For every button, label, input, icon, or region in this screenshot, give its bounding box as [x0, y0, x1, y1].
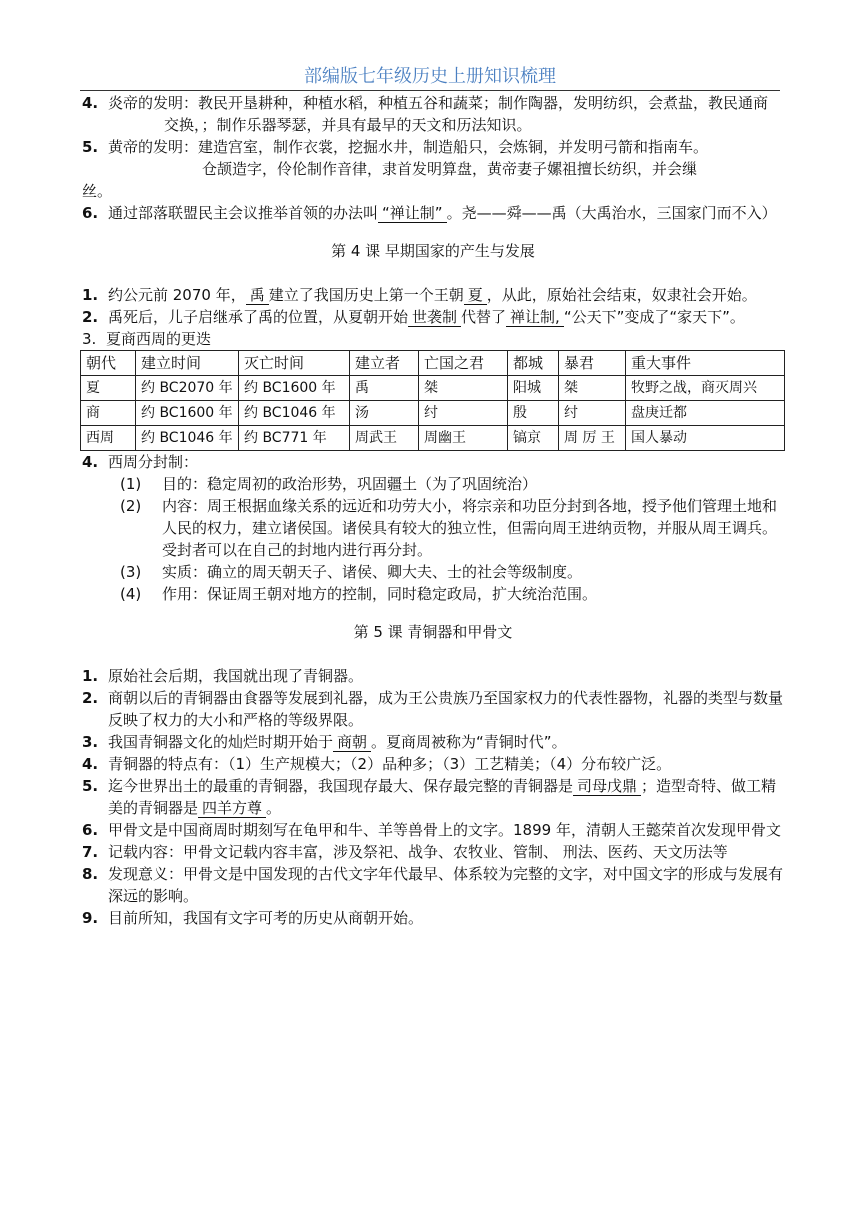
table-cell: 约 BC1600 年	[239, 376, 350, 401]
sub-item: (2) 内容：周王根据血缘关系的远近和功劳大小，将宗亲和功臣分封到各地，授予他们管理土地和人民的权力，建立诸侯国。诸侯具有较大的独立性，但需向周王进纳贡物，并服从周王调兵。受封者可以在自己的封地内进行再分封。	[120, 497, 778, 559]
table-cell: 周武王	[350, 426, 419, 451]
table-row	[81, 426, 785, 451]
table-cell: 牧野之战，商灭周兴	[626, 376, 785, 401]
list-item: 3. 夏商西周的更迭	[82, 330, 212, 348]
list-item-yandi: 4. 炎帝的发明：教民开垦耕种，种植水稻，种植五谷和蔬菜；制作陶器，发明纺织，会煮盐，教民通商交换，；制作乐器琴瑟，并具有最早的天文和历法知识。	[82, 94, 769, 134]
table-cell: 西周	[81, 426, 136, 451]
table-row	[81, 401, 785, 426]
table-cell: 禹	[350, 376, 419, 401]
list-item: 1. 约公元前 2070 年， 禹 建立了我国历史上第一个王朝 夏 ，从此，原始社会结束，奴隶社会开始。	[82, 286, 757, 304]
sub-item: (1) 目的：稳定周初的政治形势，巩固疆土（为了巩固统治）	[120, 475, 538, 493]
list-item-shanrang: 6. 通过部落联盟民主会议推举首领的办法叫 “禅让制” 。尧——舜——禹（大禹治水，三国家门而不入）	[82, 204, 777, 222]
list-item: 9. 目前所知，我国有文字可考的历史从商朝开始。	[82, 909, 424, 927]
document-body	[82, 92, 784, 929]
page-header	[80, 62, 780, 91]
table-cell: 汤	[350, 401, 419, 426]
table-header-cell: 建立时间	[136, 351, 239, 376]
document-title: 部编版七年级历史上册知识梳理	[304, 66, 556, 87]
list-item-huangdi: 5. 黄帝的发明：建造宫室，制作衣裳，挖掘水井，制造船只，会炼铜，并发明弓箭和指南车。 仓颉造字，伶伦制作音律，隶首发明算盘，黄帝妻子嫘祖擅长纺织，并会缫	[82, 138, 709, 178]
list-item-huangdi-cont: 丝。	[82, 182, 113, 200]
table-cell: 纣	[559, 401, 626, 426]
table-cell: 夏	[81, 376, 136, 401]
table-cell: 桀	[559, 376, 626, 401]
table-header-cell: 建立者	[350, 351, 419, 376]
list-item: 5. 迄今世界出土的最重的青铜器，我国现存最大、保存最完整的青铜器是 司母戊鼎 ；造型奇特、做工精美的青铜器是 四羊方尊 。	[82, 777, 777, 817]
list-item: 8. 发现意义：甲骨文是中国发现的古代文字年代最早、体系较为完整的文字，对中国文字的形成与发展有深远的影响。	[82, 865, 784, 905]
table-cell: 约 BC2070 年	[136, 376, 239, 401]
list-item-fengjian: 4. 西周分封制：	[82, 453, 199, 471]
lesson5-title: 第 5 课 青铜器和甲骨文	[353, 623, 513, 641]
table-header-cell: 暴君	[559, 351, 626, 376]
list-item: 2. 禹死后，儿子启继承了禹的位置，从夏朝开始 世袭制 代替了 禅让制, “公天下”变成了“家天下”。	[82, 308, 745, 326]
table-header-cell: 重大事件	[626, 351, 785, 376]
lesson4-title: 第 4 课 早期国家的产生与发展	[331, 242, 535, 260]
list-item: 2. 商朝以后的青铜器由食器等发展到礼器，成为王公贵族乃至国家权力的代表性器物，礼器的类型与数量反映了权力的大小和严格的等级界限。	[82, 689, 784, 729]
table-cell: 阳城	[508, 376, 559, 401]
table-header-row	[81, 351, 785, 376]
list-item: 6. 甲骨文是中国商周时期刻写在龟甲和牛、羊等兽骨上的文字。1899 年，清朝人王懿荣首次发现甲骨文	[82, 821, 781, 839]
table-cell: 纣	[419, 401, 508, 426]
table-cell: 周幽王	[419, 426, 508, 451]
sub-item: (4) 作用：保证周王朝对地方的控制，同时稳定政局，扩大统治范围。	[120, 585, 598, 603]
table-header-cell: 灭亡时间	[239, 351, 350, 376]
table-header-cell: 朝代	[81, 351, 136, 376]
table-header-cell: 亡国之君	[419, 351, 508, 376]
sub-item: (3) 实质：确立的周天朝天子、诸侯、卿大夫、士的社会等级制度。	[120, 563, 583, 581]
table-header-cell: 都城	[508, 351, 559, 376]
table-cell: 约 BC1046 年	[136, 426, 239, 451]
table-cell: 商	[81, 401, 136, 426]
table-cell: 约 BC771 年	[239, 426, 350, 451]
table-cell: 国人暴动	[626, 426, 785, 451]
table-cell: 盘庚迁都	[626, 401, 785, 426]
table-cell: 桀	[419, 376, 508, 401]
list-item: 7. 记载内容：甲骨文记载内容丰富，涉及祭祀、战争、农牧业、管制、 刑法、医药、天文历法等	[82, 843, 728, 861]
list-item: 3. 我国青铜器文化的灿烂时期开始于 商朝 。夏商周被称为“青铜时代”。	[82, 733, 567, 751]
table-cell: 约 BC1600 年	[136, 401, 239, 426]
table-row	[81, 376, 785, 401]
list-item: 1. 原始社会后期，我国就出现了青铜器。	[82, 667, 364, 685]
table-cell: 周 厉 王	[559, 426, 626, 451]
table-cell: 约 BC1046 年	[239, 401, 350, 426]
list-item: 4. 青铜器的特点有：（1）生产规模大；（2）品种多；（3）工艺精美；（4）分布较广泛。	[82, 755, 672, 773]
dynasty-table	[80, 350, 785, 451]
table-cell: 镐京	[508, 426, 559, 451]
table-cell: 殷	[508, 401, 559, 426]
